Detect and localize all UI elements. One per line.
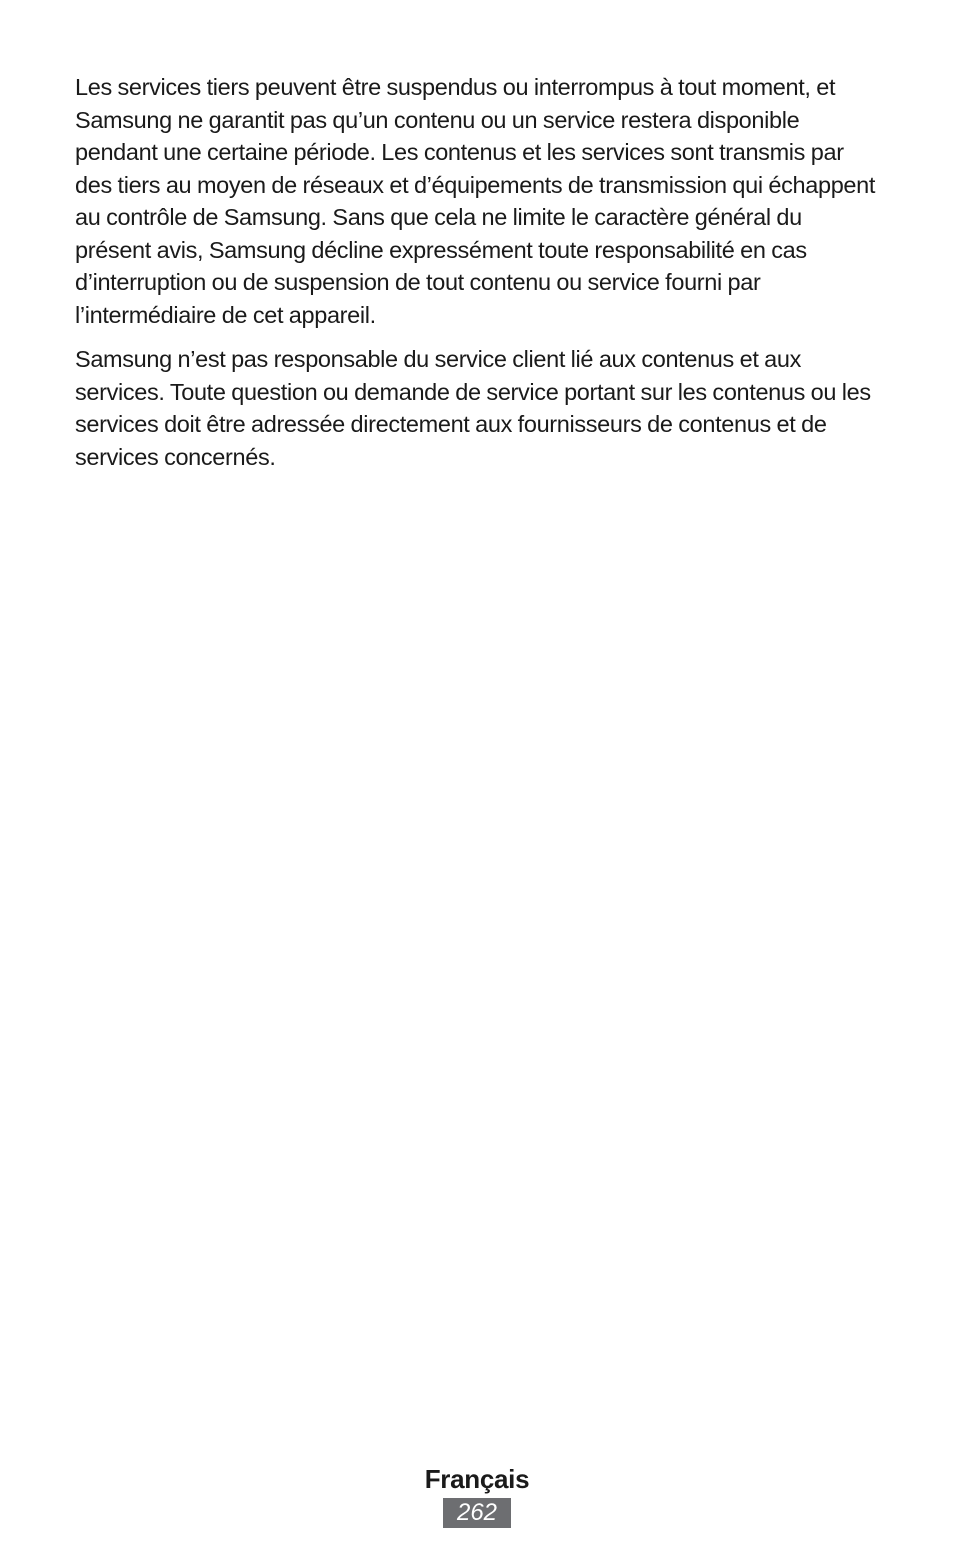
page-footer [0, 1462, 954, 1528]
paragraph-third-party-services: Les services tiers peuvent être suspendus ou interrompus à tout moment, et Samsung ne garantit pas qu’un contenu ou un service restera disponible pendant une certaine période. Les contenus et les services sont transmis par des tiers au moyen de réseaux et d’équipements de transmission qui échappent au contrôle de Samsung. Sans que cela ne limite le caractère général du présent avis, Samsung décline expressément toute responsabilité en cas d’interruption ou de suspension de tout contenu ou service fourni par l’intermédiaire de cet appareil. [75, 74, 876, 328]
paragraph-customer-service: Samsung n’est pas responsable du service client lié aux contenus et aux services. Toute question ou demande de service portant sur les contenus ou les services doit être adressée directement aux fournisseurs de contenus et de services concernés. [75, 346, 871, 470]
page-number-badge: 262 [443, 1498, 511, 1528]
document-body [75, 71, 880, 485]
language-label: Français [424, 1464, 530, 1494]
